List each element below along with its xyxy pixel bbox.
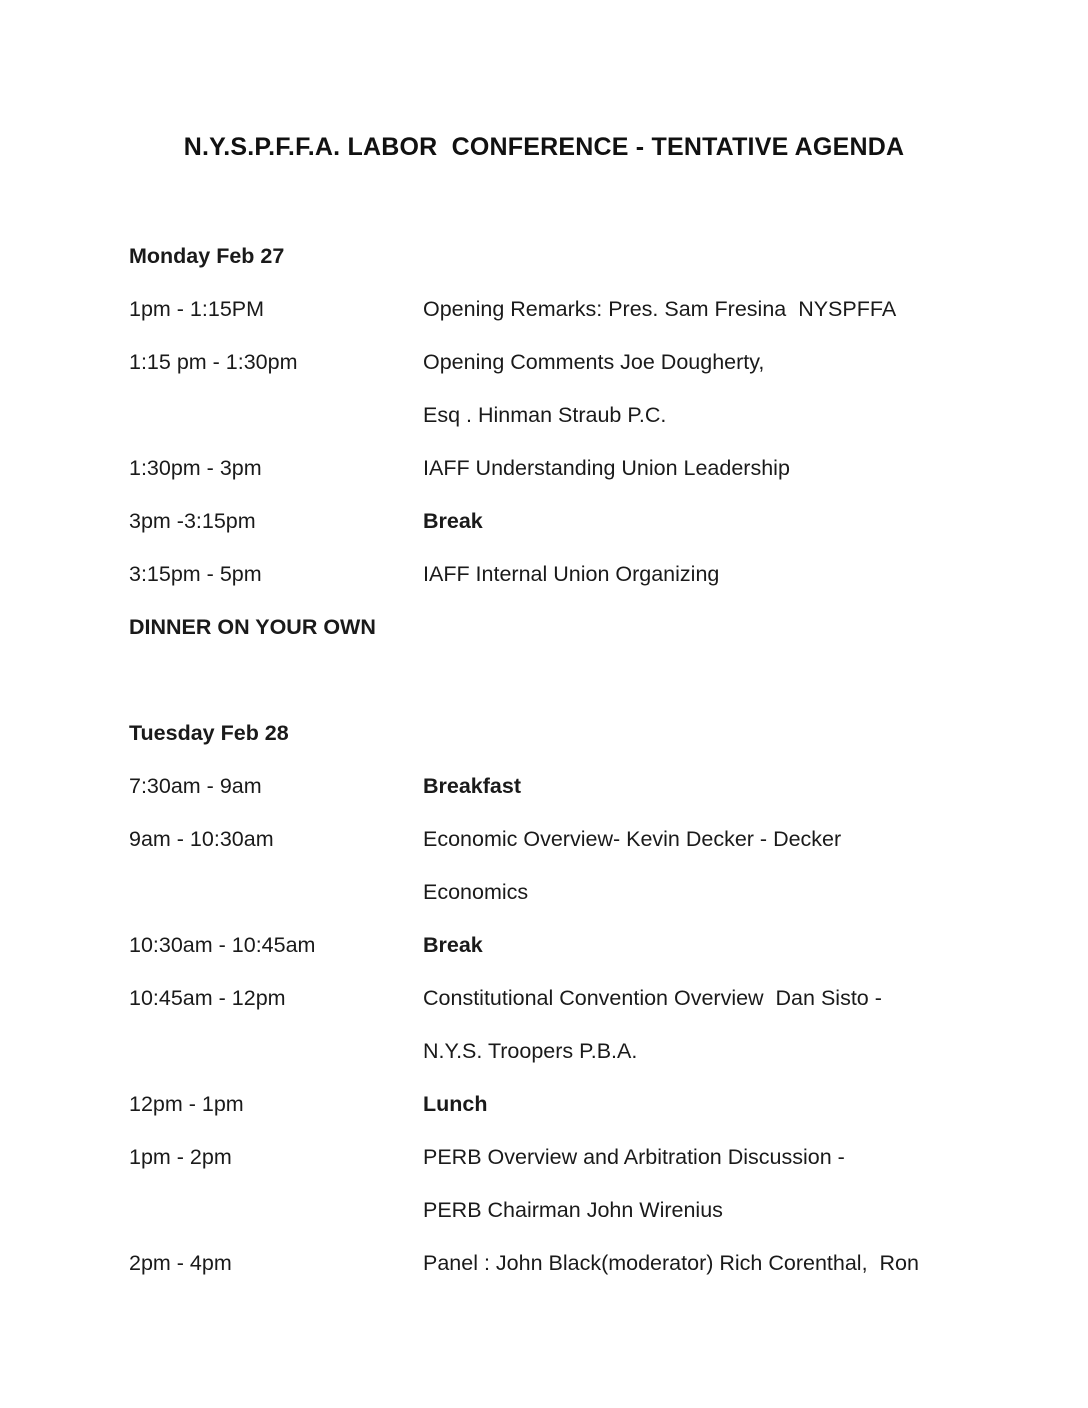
section-heading: Monday Feb 27 [129,244,285,268]
time-cell: 2pm - 4pm [129,1251,232,1275]
description-cell: Constitutional Convention Overview Dan Sisto - [423,986,882,1010]
agenda-row [129,455,1028,508]
description-cell: Economic Overview- Kevin Decker - Decker [423,827,842,851]
agenda-section [129,720,1028,1303]
description-cell: Breakfast [423,774,521,798]
description-cell: Esq . Hinman Straub P.C. [423,403,667,427]
description-cell: Break [423,933,483,957]
agenda-row [129,561,1028,614]
description-cell: IAFF Internal Union Organizing [423,562,720,586]
description-cell: Opening Remarks: Pres. Sam Fresina NYSPFFA [423,297,897,321]
agenda-row-continuation [129,1197,1028,1250]
agenda-row-continuation [129,402,1028,455]
section-footer-note: DINNER ON YOUR OWN [129,615,376,639]
description-cell: IAFF Understanding Union Leadership [423,456,790,480]
agenda-row [129,296,1028,349]
time-cell: 3:15pm - 5pm [129,562,262,586]
time-cell: 9am - 10:30am [129,827,274,851]
time-cell: 1:30pm - 3pm [129,456,262,480]
agenda-row [129,985,1028,1038]
time-cell: 1pm - 1:15PM [129,297,265,321]
time-cell: 1:15 pm - 1:30pm [129,350,298,374]
agenda-row [129,1091,1028,1144]
agenda-row [129,349,1028,402]
time-cell: 10:30am - 10:45am [129,933,316,957]
agenda-content [129,243,1028,1303]
time-cell: 12pm - 1pm [129,1092,244,1116]
description-cell: Opening Comments Joe Dougherty, [423,350,765,374]
description-cell: Panel : John Black(moderator) Rich Corenthal, Ron [423,1251,919,1275]
description-cell: Lunch [423,1092,488,1116]
description-cell: PERB Chairman John Wirenius [423,1198,723,1222]
agenda-section [129,243,1028,667]
agenda-row [129,508,1028,561]
agenda-row [129,932,1028,985]
time-cell: 3pm -3:15pm [129,509,256,533]
agenda-row [129,1250,1028,1303]
section-heading: Tuesday Feb 28 [129,721,289,745]
description-cell: N.Y.S. Troopers P.B.A. [423,1039,638,1063]
time-cell: 7:30am - 9am [129,774,262,798]
document-title: N.Y.S.P.F.F.A. LABOR CONFERENCE - TENTATIVE AGENDA [183,133,905,161]
description-cell: PERB Overview and Arbitration Discussion - [423,1145,845,1169]
time-cell: 1pm - 2pm [129,1145,232,1169]
description-cell: Economics [423,880,529,904]
agenda-row [129,1144,1028,1197]
agenda-row-continuation [129,879,1028,932]
description-cell: Break [423,509,483,533]
agenda-row [129,826,1028,879]
agenda-row [129,773,1028,826]
time-cell: 10:45am - 12pm [129,986,286,1010]
agenda-row-continuation [129,1038,1028,1091]
